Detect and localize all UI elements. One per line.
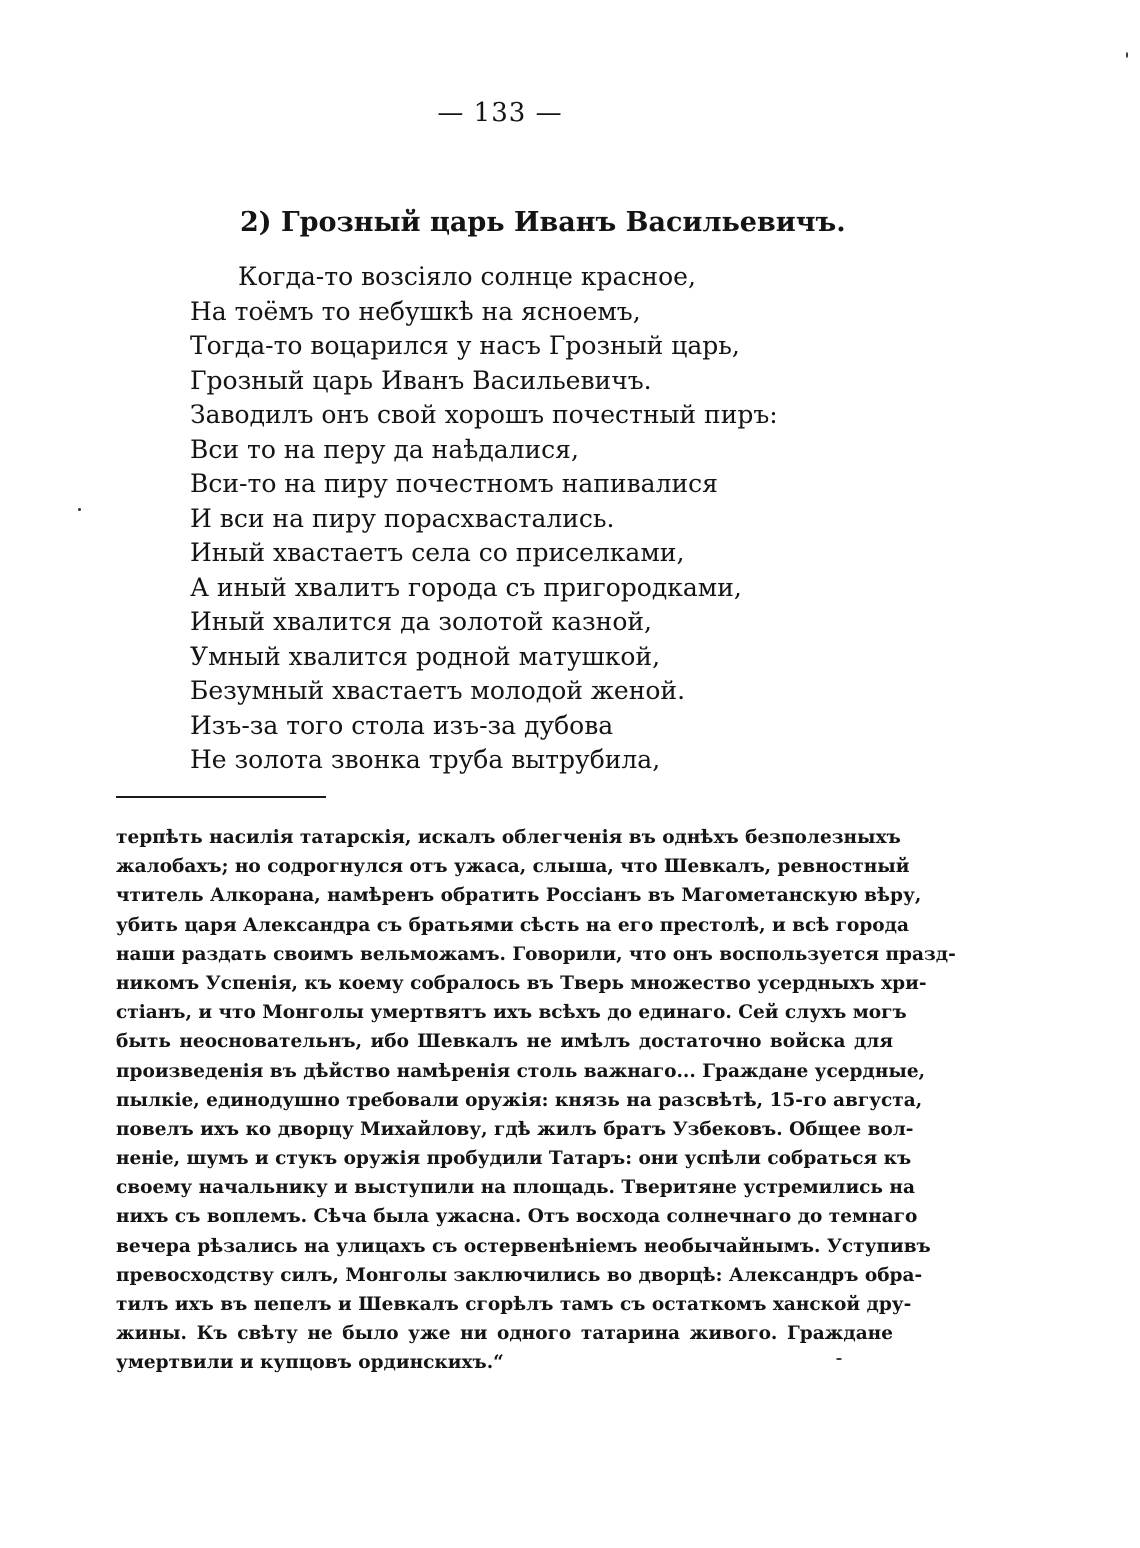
- footnote-line: своему начальнику и выступили на площадь. Тверитяне устремились на: [116, 1177, 915, 1199]
- footnote-line: нихъ съ воплемъ. Сѣча была ужасна. Отъ восхода солнечнаго до темнаго: [116, 1206, 918, 1228]
- footnote-line: никомъ Успенія, къ коему собралось въ Тверь множество усердныхъ хри-: [116, 972, 927, 994]
- footnote-divider: [116, 796, 326, 798]
- footnote-line: терпѣть насилія татарскія, искалъ облегченія въ однѣхъ безполезныхъ: [116, 827, 901, 848]
- poem-title: 2) Грозный царь Иванъ Васильевичъ.: [240, 207, 846, 238]
- poem-line: Умный хвалится родной матушкой,: [190, 641, 661, 671]
- poem-line: Не золота звонка труба вытрубила,: [190, 745, 661, 774]
- poem-line: Когда-то возсіяло солнце красное,: [238, 262, 696, 291]
- poem-line: На тоёмъ то небушкѣ на ясноемъ,: [190, 296, 641, 326]
- poem-line: Вси то на перу да наѣдалися,: [190, 434, 579, 464]
- footnote-line: вечера рѣзались на улицахъ съ остервенѣніемъ необычайнымъ. Уступивъ: [116, 1235, 931, 1257]
- poem-line: А иный хвалитъ города съ пригородками,: [190, 572, 742, 602]
- poem-line: Изъ-за того стола изъ-за дубова: [190, 710, 614, 740]
- scan-speck: [836, 1358, 842, 1360]
- footnote-line: неніе, шумъ и стукъ оружія пробудили Татаръ: они успѣли собраться къ: [116, 1148, 912, 1170]
- poem-line: Вси-то на пиру почестномъ напивалися: [190, 469, 718, 498]
- footnote-line: жины. Къ свѣту не было уже ни одного татарина живого. Граждане: [116, 1323, 893, 1345]
- footnote-line: повелъ ихъ ко дворцу Михайлову, гдѣ жилъ братъ Узбековъ. Общее вол-: [116, 1118, 914, 1140]
- poem-line: Тогда-то воцарился у насъ Грозный царь,: [190, 331, 740, 360]
- footnote-line: пылкіе, единодушно требовали оружія: князь на разсвѣтѣ, 15-го августа,: [116, 1089, 923, 1111]
- footnote-line: чтитель Алкорана, намѣренъ обратить Россіанъ въ Магометанскую вѣру,: [116, 885, 922, 907]
- footnote-line: наши раздать своимъ вельможамъ. Говорили, что онъ воспользуется празд-: [116, 943, 956, 965]
- poem-line: И вси на пиру порасхвастались.: [190, 503, 615, 533]
- footnote-line: стіанъ, и что Монголы умертвятъ ихъ всѣхъ до единаго. Сей слухъ могъ: [116, 1002, 907, 1024]
- page-number: — 133 —: [437, 98, 563, 128]
- footnote-line: тилъ ихъ въ пепелъ и Шевкалъ сгорѣлъ тамъ съ остаткомъ ханской дру-: [116, 1294, 912, 1315]
- poem-line: Безумный хвастаетъ молодой женой.: [190, 676, 686, 705]
- footnote-line: жалобахъ; но содрогнулся отъ ужаса, слыша, что Шевкалъ, ревностный: [116, 856, 910, 878]
- scan-speck: [78, 508, 81, 511]
- poem-line: Грозный царь Иванъ Васильевичъ.: [190, 365, 652, 395]
- footnote-line: быть неосновательнъ, ибо Шевкалъ не имѣлъ достаточно войска для: [116, 1031, 893, 1053]
- poem-line: Заводилъ онъ свой хорошъ почестный пиръ:: [190, 400, 778, 429]
- poem-body: [190, 260, 778, 778]
- footnote-line: умертвили и купцовъ ординскихъ.“: [116, 1352, 504, 1374]
- footnote-body: [116, 823, 956, 1378]
- poem-line: Иный хвалится да золотой казной,: [190, 607, 652, 636]
- footnote-line: превосходству силъ, Монголы заключились во дворцѣ: Александръ обра-: [116, 1264, 923, 1286]
- scan-speck: [1126, 52, 1128, 58]
- poem-line: Иный хвастаетъ села со приселками,: [190, 538, 685, 567]
- footnote-line: убить царя Александра съ братьями сѣсть на его престолѣ, и всѣ города: [116, 914, 909, 936]
- footnote-line: произведенія въ дѣйство намѣренія столь важнаго... Граждане усердные,: [116, 1060, 926, 1082]
